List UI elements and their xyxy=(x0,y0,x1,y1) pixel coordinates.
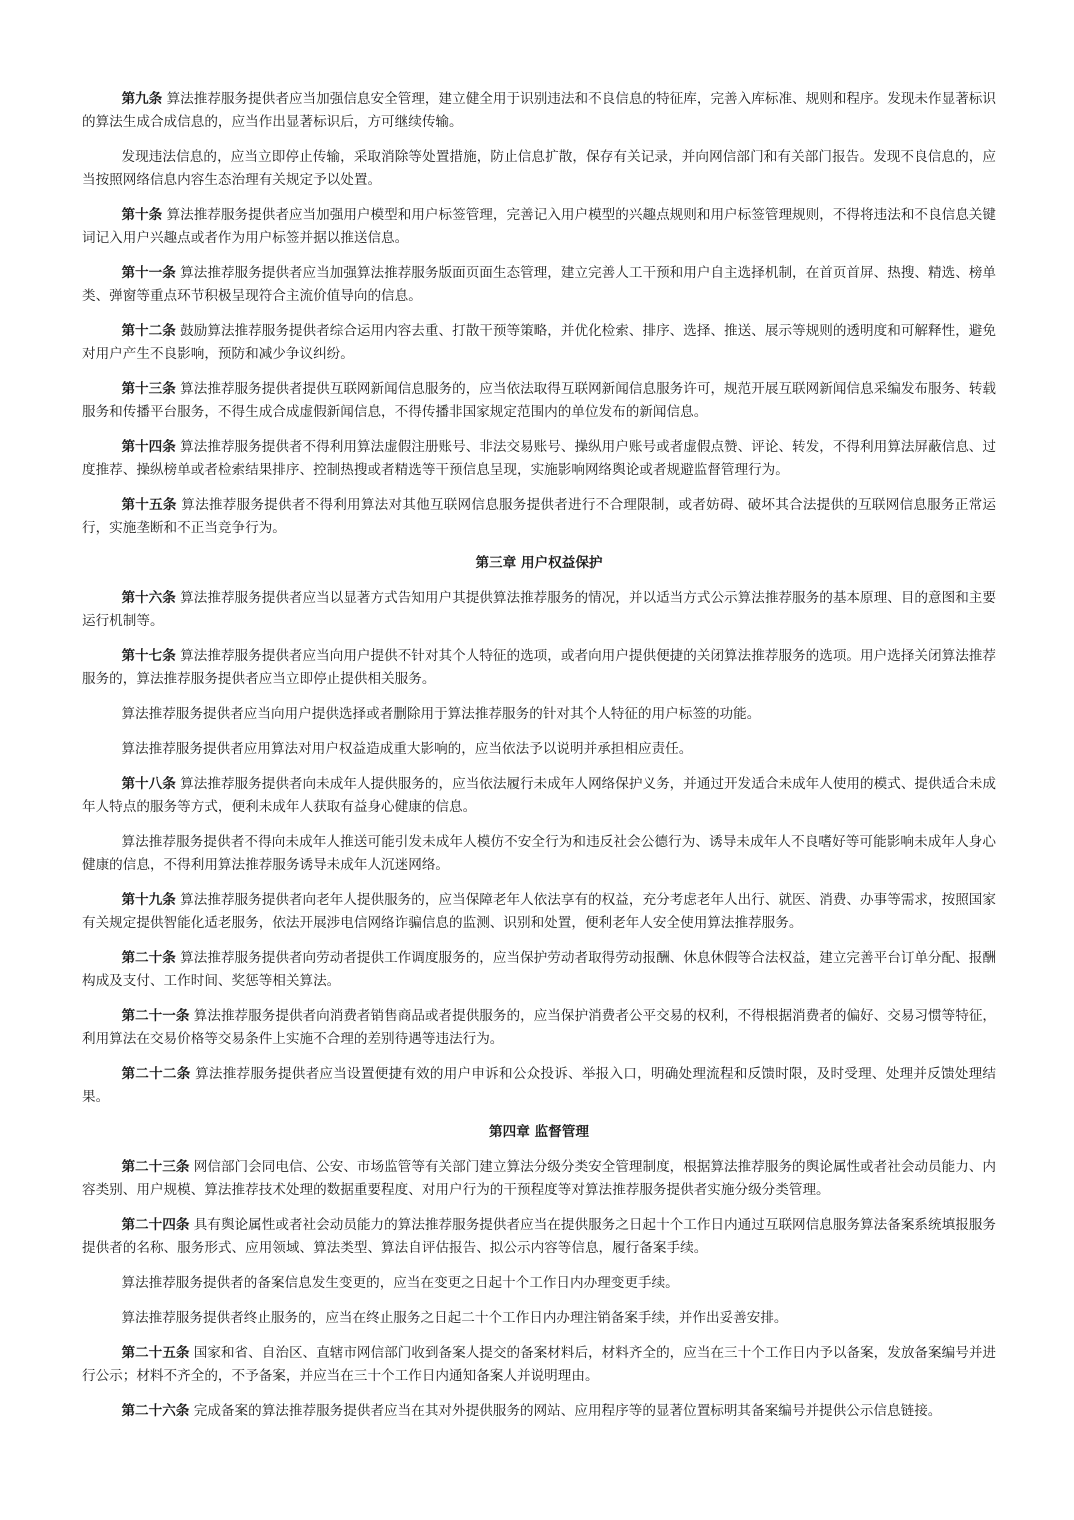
article-text: 算法推荐服务提供者不得利用算法对其他互联网信息服务提供者进行不合理限制，或者妨碍、破坏其合法提供的互联网信息服务正常运行，实施垄断和不正当竞争行为。 xyxy=(82,497,997,536)
article-paragraph xyxy=(82,204,996,250)
article-paragraph xyxy=(82,494,996,540)
article-number: 第十一条 xyxy=(121,265,176,281)
article-number: 第十三条 xyxy=(121,381,176,397)
article-number: 第二十四条 xyxy=(121,1217,190,1233)
article-text: 算法推荐服务提供者应当加强信息安全管理，建立健全用于识别违法和不良信息的特征库，完善入库标准、规则和程序。发现未作显著标识的算法生成合成信息的，应当作出显著标识后，方可继续传输。 xyxy=(82,91,996,130)
article-number: 第二十条 xyxy=(121,950,176,966)
article-paragraph xyxy=(82,1307,996,1330)
article-number: 第十五条 xyxy=(121,497,177,513)
article-text: 算法推荐服务提供者向劳动者提供工作调度服务的，应当保护劳动者取得劳动报酬、休息休假等合法权益，建立完善平台订单分配、报酬构成及支付、工作时间、奖惩等相关算法。 xyxy=(82,950,996,989)
article-paragraph xyxy=(82,1342,996,1388)
article-text: 算法推荐服务提供者的备案信息发生变更的，应当在变更之日起十个工作日内办理变更手续。 xyxy=(121,1275,679,1291)
article-paragraph xyxy=(82,645,996,691)
article-paragraph xyxy=(82,1005,996,1051)
article-paragraph xyxy=(82,146,996,192)
document-body xyxy=(82,88,996,1423)
article-number: 第二十六条 xyxy=(121,1403,190,1419)
article-number: 第二十一条 xyxy=(121,1008,190,1024)
article-paragraph xyxy=(82,738,996,761)
article-paragraph xyxy=(82,889,996,935)
article-text: 算法推荐服务提供者应当加强算法推荐服务版面页面生态管理，建立完善人工干预和用户自主选择机制，在首页首屏、热搜、精选、榜单类、弹窗等重点环节积极呈现符合主流价值导向的信息。 xyxy=(82,265,996,304)
article-text: 发现违法信息的，应当立即停止传输，采取消除等处置措施，防止信息扩散，保存有关记录，并向网信部门和有关部门报告。发现不良信息的，应当按照网络信息内容生态治理有关规定予以处置。 xyxy=(82,149,996,188)
article-text: 具有舆论属性或者社会动员能力的算法推荐服务提供者应当在提供服务之日起十个工作日内通过互联网信息服务算法备案系统填报服务提供者的名称、服务形式、应用领域、算法类型、算法自评估报告、拟公示内容等信息，履行备案手续。 xyxy=(82,1217,997,1256)
article-paragraph xyxy=(82,436,996,482)
article-text: 算法推荐服务提供者向老年人提供服务的，应当保障老年人依法享有的权益，充分考虑老年人出行、就医、消费、办事等需求，按照国家有关规定提供智能化适老服务，依法开展涉电信网络诈骗信息的监测、识别和处置，便利老年人安全使用算法推荐服务。 xyxy=(82,892,996,931)
article-number: 第二十三条 xyxy=(121,1159,190,1175)
article-text: 算法推荐服务提供者应当向用户提供不针对其个人特征的选项，或者向用户提供便捷的关闭算法推荐服务的选项。用户选择关闭算法推荐服务的，算法推荐服务提供者应当立即停止提供相关服务。 xyxy=(82,648,996,687)
article-paragraph xyxy=(82,831,996,877)
article-paragraph xyxy=(82,88,996,134)
article-paragraph xyxy=(82,587,996,633)
article-paragraph xyxy=(82,1063,996,1109)
article-number: 第二十五条 xyxy=(121,1345,190,1361)
article-text: 算法推荐服务提供者提供互联网新闻信息服务的，应当依法取得互联网新闻信息服务许可，规范开展互联网新闻信息采编发布服务、转载服务和传播平台服务，不得生成合成虚假新闻信息，不得传播非国家规定范围内的单位发布的新闻信息。 xyxy=(82,381,996,420)
article-text: 算法推荐服务提供者应当向用户提供选择或者删除用于算法推荐服务的针对其个人特征的用户标签的功能。 xyxy=(121,706,761,722)
article-number: 第二十二条 xyxy=(121,1066,191,1082)
article-text: 国家和省、自治区、直辖市网信部门收到备案人提交的备案材料后，材料齐全的，应当在三十个工作日内予以备案，发放备案编号并进行公示；材料不齐全的，不予备案，并应当在三十个工作日内通知备案人并说明理由。 xyxy=(82,1345,997,1384)
article-text: 算法推荐服务提供者向消费者销售商品或者提供服务的，应当保护消费者公平交易的权利，不得根据消费者的偏好、交易习惯等特征，利用算法在交易价格等交易条件上实施不合理的差别待遇等违法行为。 xyxy=(82,1008,997,1047)
article-paragraph xyxy=(82,262,996,308)
article-paragraph xyxy=(82,378,996,424)
article-number: 第十条 xyxy=(121,207,163,223)
article-number: 第十七条 xyxy=(121,648,176,664)
chapter-heading: 第三章 用户权益保护 xyxy=(475,555,603,571)
article-paragraph xyxy=(82,1156,996,1202)
article-paragraph xyxy=(82,1214,996,1260)
article-text: 算法推荐服务提供者应当以显著方式告知用户其提供算法推荐服务的情况，并以适当方式公示算法推荐服务的基本原理、目的意图和主要运行机制等。 xyxy=(82,590,996,629)
article-text: 算法推荐服务提供者应用算法对用户权益造成重大影响的，应当依法予以说明并承担相应责任。 xyxy=(121,741,693,757)
article-paragraph xyxy=(82,1400,996,1423)
article-text: 网信部门会同电信、公安、市场监管等有关部门建立算法分级分类安全管理制度，根据算法推荐服务的舆论属性或者社会动员能力、内容类别、用户规模、算法推荐技术处理的数据重要程度、对用户行为的干预程度等对算法推荐服务提供者实施分级分类管理。 xyxy=(82,1159,997,1198)
article-number: 第十八条 xyxy=(121,776,176,792)
article-paragraph xyxy=(82,773,996,819)
article-paragraph xyxy=(82,703,996,726)
article-number: 第九条 xyxy=(121,91,163,107)
article-text: 算法推荐服务提供者不得利用算法虚假注册账号、非法交易账号、操纵用户账号或者虚假点赞、评论、转发，不得利用算法屏蔽信息、过度推荐、操纵榜单或者检索结果排序、控制热搜或者精选等干预信息呈现，实施影响网络舆论或者规避监督管理行为。 xyxy=(82,439,996,478)
article-text: 完成备案的算法推荐服务提供者应当在其对外提供服务的网站、应用程序等的显著位置标明其备案编号并提供公示信息链接。 xyxy=(193,1403,942,1419)
article-text: 算法推荐服务提供者向未成年人提供服务的，应当依法履行未成年人网络保护义务，并通过开发适合未成年人使用的模式、提供适合未成年人特点的服务等方式，便利未成年人获取有益身心健康的信息。 xyxy=(82,776,996,815)
article-text: 鼓励算法推荐服务提供者综合运用内容去重、打散干预等策略，并优化检索、排序、选择、推送、展示等规则的透明度和可解释性，避免对用户产生不良影响，预防和减少争议纠纷。 xyxy=(82,323,996,362)
article-paragraph xyxy=(82,1272,996,1295)
chapter-heading: 第四章 监督管理 xyxy=(489,1124,589,1140)
article-text: 算法推荐服务提供者不得向未成年人推送可能引发未成年人模仿不安全行为和违反社会公德行为、诱导未成年人不良嗜好等可能影响未成年人身心健康的信息，不得利用算法推荐服务诱导未成年人沉迷网络。 xyxy=(82,834,996,873)
article-text: 算法推荐服务提供者应当加强用户模型和用户标签管理，完善记入用户模型的兴趣点规则和用户标签管理规则，不得将违法和不良信息关键词记入用户兴趣点或者作为用户标签并据以推送信息。 xyxy=(82,207,996,246)
article-paragraph xyxy=(82,320,996,366)
article-number: 第十九条 xyxy=(121,892,176,908)
article-text: 算法推荐服务提供者终止服务的，应当在终止服务之日起二十个工作日内办理注销备案手续，并作出妥善安排。 xyxy=(121,1310,788,1326)
article-text: 算法推荐服务提供者应当设置便捷有效的用户申诉和公众投诉、举报入口，明确处理流程和反馈时限，及时受理、处理并反馈处理结果。 xyxy=(82,1066,997,1105)
article-paragraph xyxy=(82,947,996,993)
article-number: 第十二条 xyxy=(121,323,176,339)
article-number: 第十六条 xyxy=(121,590,176,606)
article-number: 第十四条 xyxy=(121,439,176,455)
